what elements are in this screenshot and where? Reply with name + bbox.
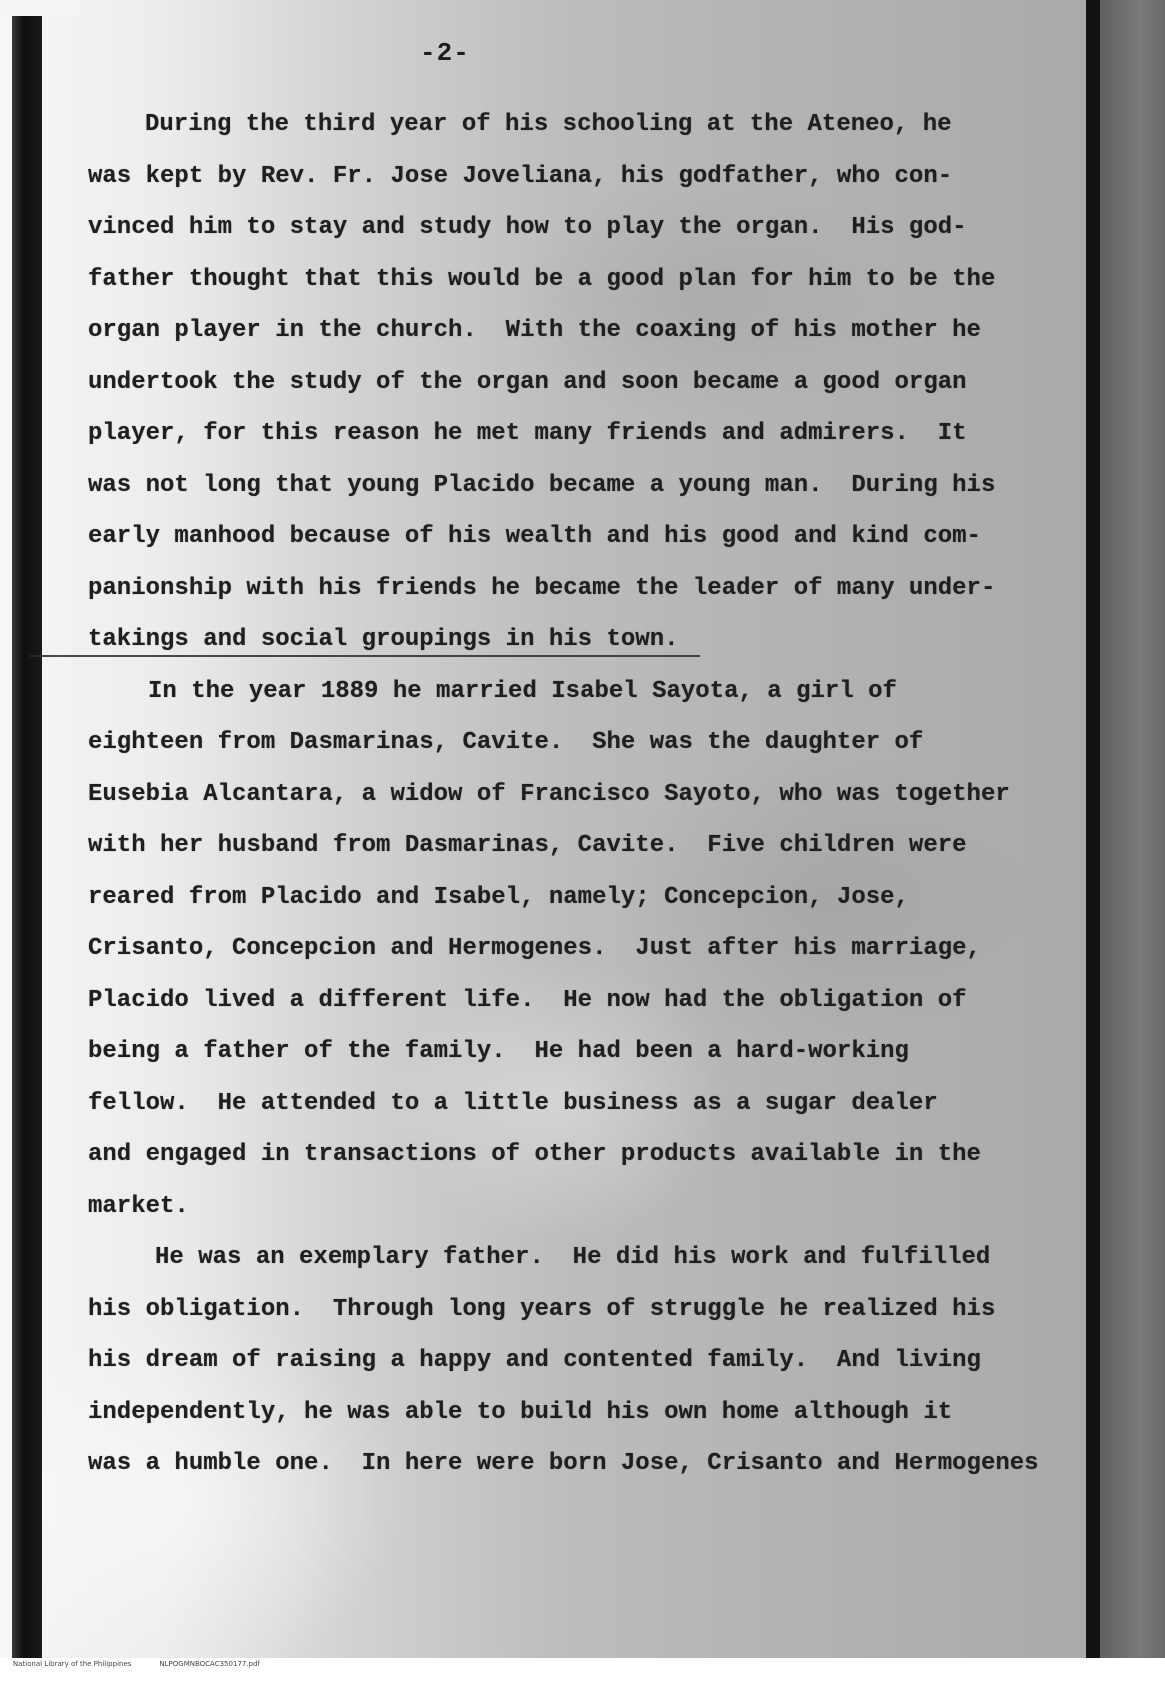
text-line: takings and social groupings in his town. <box>88 626 679 653</box>
text-line: was kept by Rev. Fr. Jose Joveliana, his godfather, who con- <box>88 162 953 190</box>
document-body <box>88 99 1078 1490</box>
text-line: and engaged in transactions of other products available in the <box>88 1141 981 1168</box>
text-line: being a father of the family. He had been a hard-working <box>88 1038 909 1065</box>
text-line: his dream of raising a happy and contented family. And living <box>88 1347 981 1374</box>
paragraph-2 <box>88 666 1078 1233</box>
text-line: Eusebia Alcantara, a widow of Francisco Sayoto, who was together <box>88 780 1010 808</box>
scan-footer <box>4 1646 260 1668</box>
text-line: market. <box>88 1192 189 1220</box>
scan-right-edge-line <box>1086 0 1100 1658</box>
text-line: was not long that young Placido became a young man. During his <box>88 471 996 499</box>
page-number: -2- <box>420 38 470 68</box>
footer-filename: NLPOGMNBOCAC350177.pdf <box>159 1660 260 1668</box>
text-line: independently, he was able to build his own home although it <box>88 1398 953 1426</box>
text-line: vinced him to stay and study how to play the organ. His god- <box>88 214 967 241</box>
text-line: He was an exemplary father. He did his work and fulfilled <box>155 1244 991 1271</box>
paragraph-3 <box>88 1232 1078 1490</box>
text-line: early manhood because of his wealth and his good and kind com- <box>88 523 981 550</box>
text-line: player, for this reason he met many friends and admirers. It <box>88 420 967 447</box>
text-line: eighteen from Dasmarinas, Cavite. She was the daughter of <box>88 729 924 756</box>
paragraph-1 <box>88 99 1078 666</box>
scan-top-left-corner <box>0 0 80 16</box>
scan-right-margin <box>1100 0 1165 1658</box>
text-line: organ player in the church. With the coaxing of his mother he <box>88 317 981 344</box>
text-line: fellow. He attended to a little business as a sugar dealer <box>88 1089 938 1117</box>
text-line: panionship with his friends he became the leader of many under- <box>88 574 996 602</box>
scan-line-artifact <box>30 655 700 657</box>
text-line: Crisanto, Concepcion and Hermogenes. Just after his marriage, <box>88 935 981 962</box>
text-line: his obligation. Through long years of struggle he realized his <box>88 1295 996 1323</box>
scan-left-edge <box>12 14 42 1658</box>
text-line: was a humble one. In here were born Jose, Crisanto and Hermogenes <box>88 1450 1039 1477</box>
text-line: In the year 1889 he married Isabel Sayota, a girl of <box>148 677 897 705</box>
text-line: father thought that this would be a good plan for him to be the <box>88 265 996 293</box>
text-line: reared from Placido and Isabel, namely; Concepcion, Jose, <box>88 883 909 911</box>
text-line: undertook the study of the organ and soon became a good organ <box>88 368 967 396</box>
footer-library: National Library of the Philippines <box>12 1660 132 1668</box>
text-line: Placido lived a different life. He now had the obligation of <box>88 986 967 1014</box>
text-line: with her husband from Dasmarinas, Cavite. Five children were <box>88 832 967 859</box>
text-line: During the third year of his schooling at the Ateneo, he <box>145 111 952 138</box>
